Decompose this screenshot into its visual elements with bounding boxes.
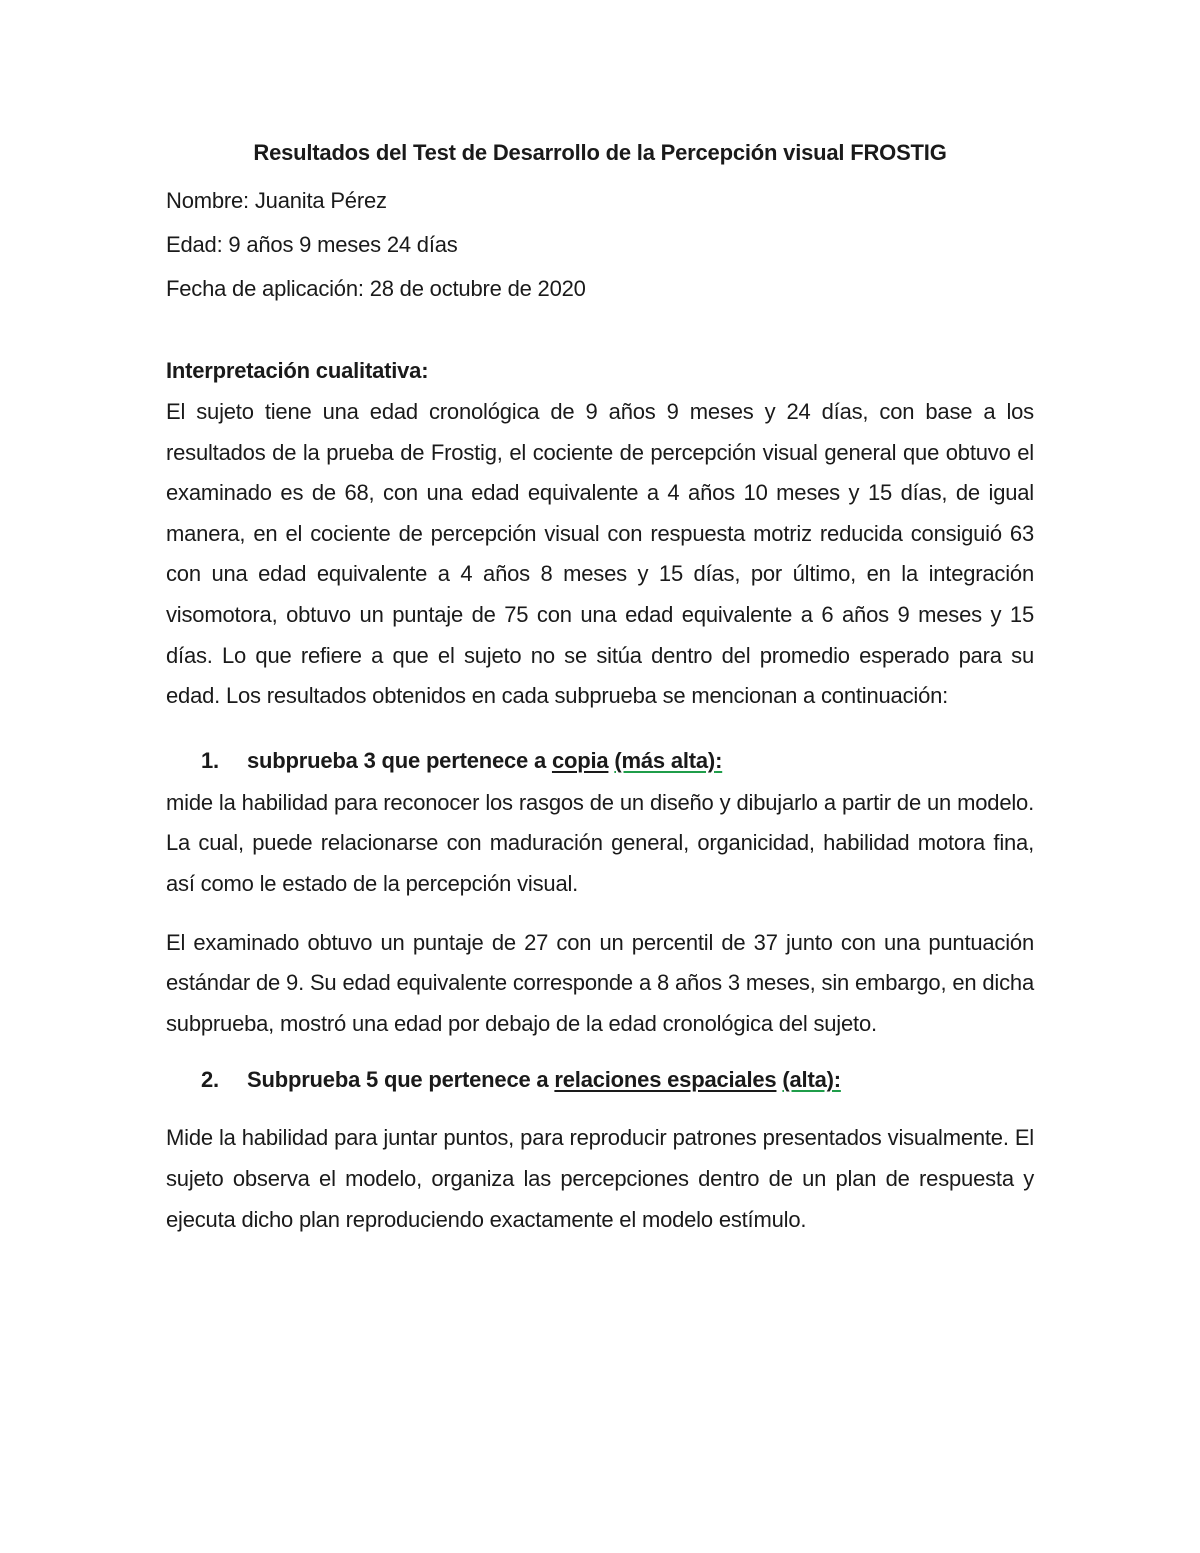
heading-rank: (más alta) xyxy=(614,747,716,773)
list-item-number: 1. xyxy=(201,747,219,773)
heading-colon: : xyxy=(715,747,723,773)
document-title: Resultados del Test de Desarrollo de la Percepción visual FROSTIG xyxy=(253,140,947,165)
heading-topic: copia xyxy=(551,747,609,773)
list-item-heading-text xyxy=(247,739,722,783)
meta-name: Nombre: Juanita Pérez xyxy=(166,188,387,213)
interpretation-heading: Interpretación cualitativa: xyxy=(166,358,429,383)
list-item-1-paragraph-2: El examinado obtuvo un puntaje de 27 con un percentil de 37 junto con una puntuación estándar de 9. Su edad equivalente corresponde a 8 años 3 meses, sin embargo, en dicha subprueba, mostró una edad por debajo de la edad cronológica del sujeto. xyxy=(166,929,1034,1036)
list-item-2-heading xyxy=(166,1058,1034,1102)
list-item-heading-text xyxy=(247,1058,841,1102)
list-item-1-heading xyxy=(166,739,1034,783)
interpretation-paragraph: El sujeto tiene una edad cronológica de 9 años 9 meses y 24 días, con base a los resultados de la prueba de Frostig, el cociente de percepción visual general que obtuvo el examinado es de 68, con una edad equivalente a 4 años 10 meses y 15 días, de igual manera, en el cociente de percepción visual con respuesta motriz reducida consiguió 63 con una edad equivalente a 4 años 8 meses y 15 días, por último, en la integración visomotora, obtuvo un puntaje de 75 con una edad equivalente a 6 años 9 meses y 15 días. Lo que refiere a que el sujeto no se sitúa dentro del promedio esperado para su edad. Los resultados obtenidos en cada subprueba se mencionan a continuación: xyxy=(166,399,1034,709)
heading-topic: relaciones espaciales xyxy=(554,1067,777,1093)
heading-prefix: Subprueba 5 que pertenece a xyxy=(247,1067,555,1093)
meta-date: Fecha de aplicación: 28 de octubre de 2020 xyxy=(166,276,586,301)
document-body xyxy=(166,136,1034,1240)
list-item-number: 2. xyxy=(201,1067,219,1093)
meta-age: Edad: 9 años 9 meses 24 días xyxy=(166,232,458,257)
list-item-2-paragraph-1: Mide la habilidad para juntar puntos, para reproducir patrones presentados visualmente. El sujeto observa el modelo, organiza las percepciones dentro de un plan de respuesta y ejecuta dicho plan reproduciendo exactamente el modelo estímulo. xyxy=(166,1125,1034,1232)
heading-prefix: subprueba 3 que pertenece a xyxy=(247,747,552,773)
list-item-1-paragraph-1: mide la habilidad para reconocer los rasgos de un diseño y dibujarlo a partir de un modelo. La cual, puede relacionarse con maduración general, organicidad, habilidad motora fina, así como le estado de la percepción visual. xyxy=(166,789,1034,896)
heading-rank: (alta): xyxy=(782,1067,841,1093)
